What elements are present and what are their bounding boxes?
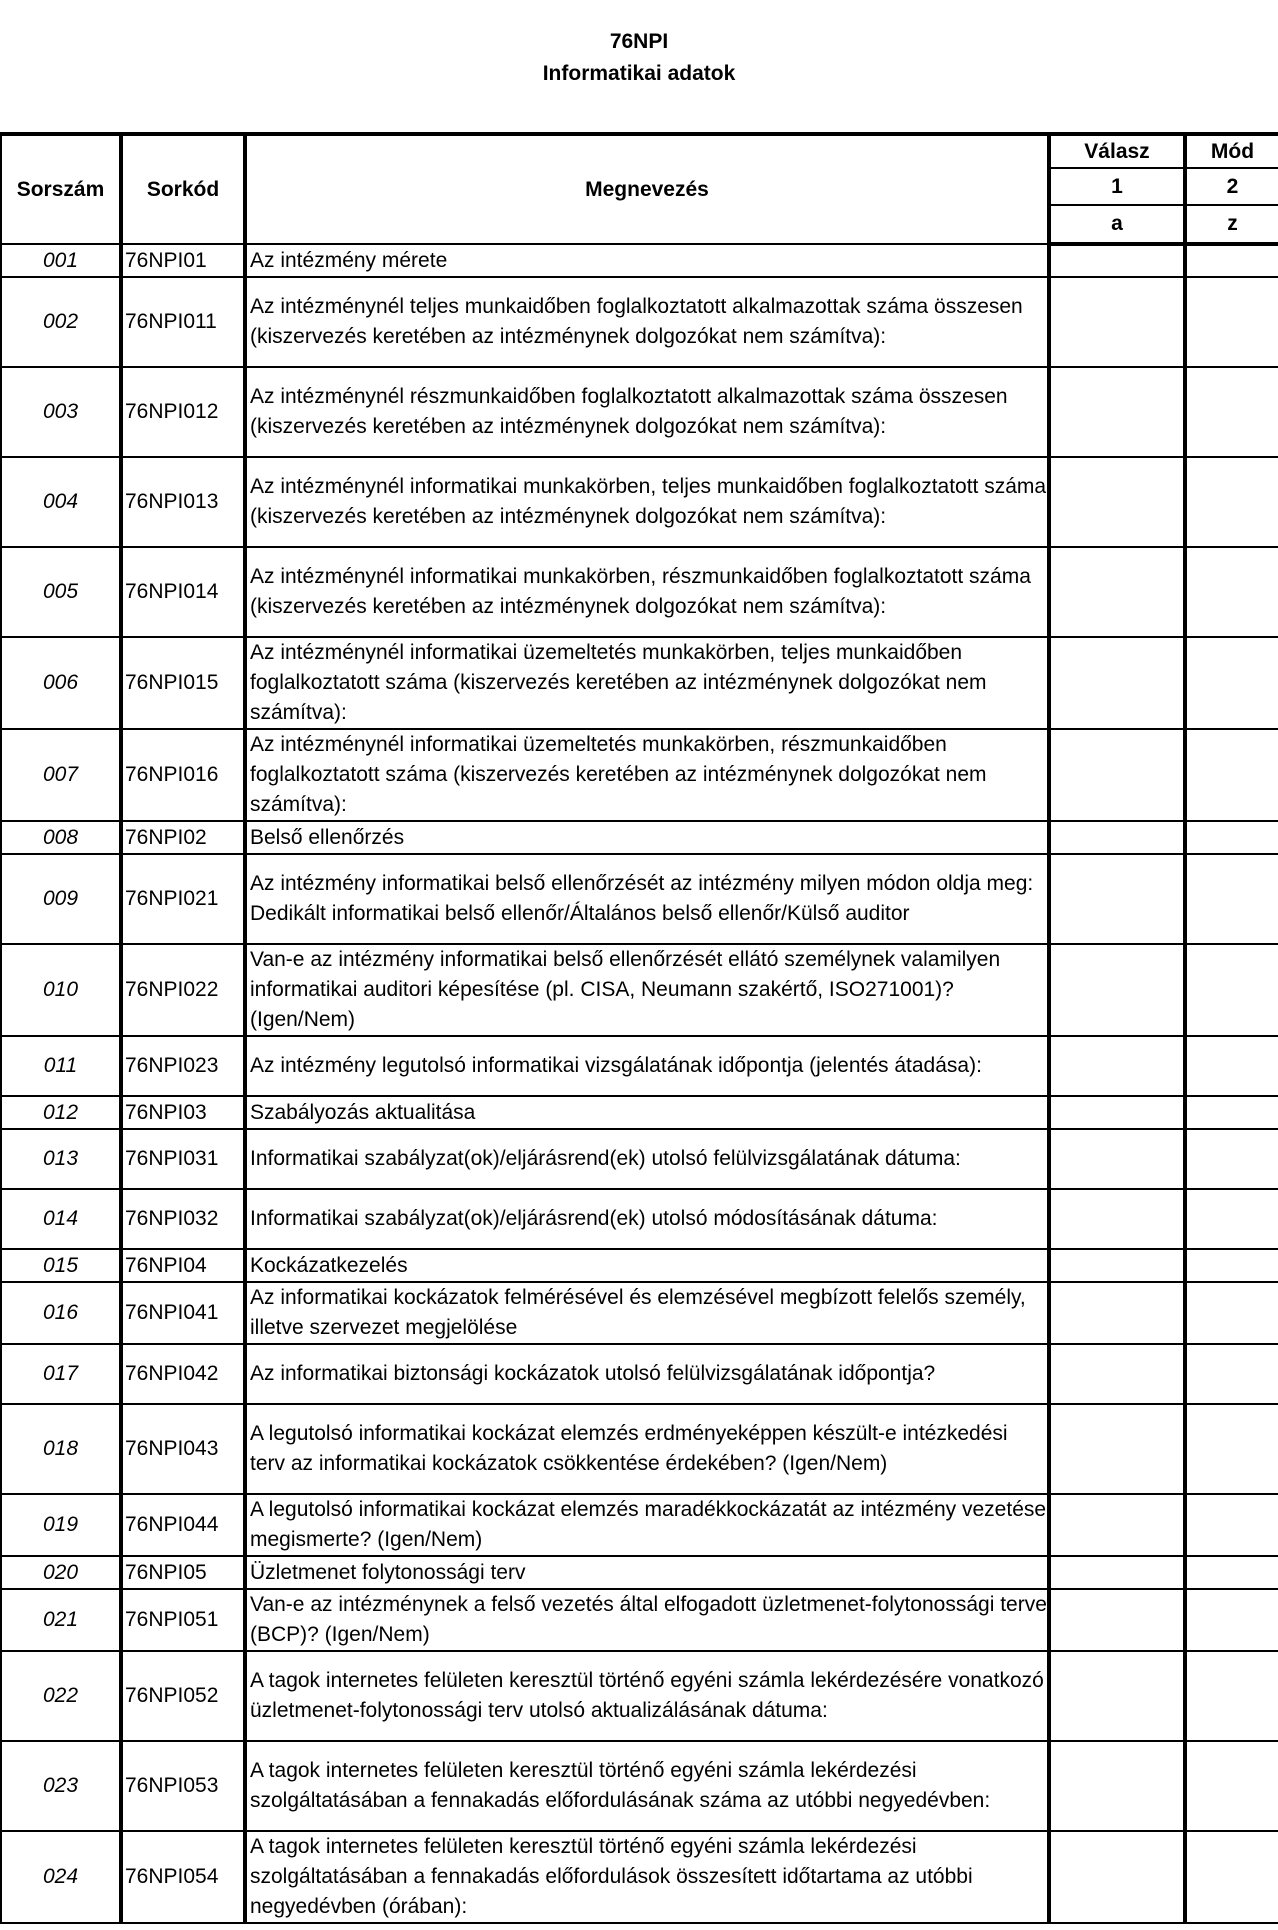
row-sorszam: 007 bbox=[1, 729, 121, 821]
row-megnevezes: Az intézménynél részmunkaidőben foglalkoztatott alkalmazottak száma összesen (kiszervezés keretében az intézménynek dolgozókat nem számítva): bbox=[245, 367, 1049, 457]
row-valasz-cell[interactable] bbox=[1049, 1651, 1185, 1741]
table-row bbox=[1, 854, 1278, 944]
row-sorszam: 022 bbox=[1, 1651, 121, 1741]
col-header-valasz-num: 1 bbox=[1049, 168, 1185, 205]
col-header-sorkod: Sorkód bbox=[121, 134, 245, 244]
form-code: 76NPI bbox=[609, 30, 669, 53]
col-header-sorszam: Sorszám bbox=[1, 134, 121, 244]
row-valasz-cell[interactable] bbox=[1049, 277, 1185, 367]
row-sorkod: 76NPI023 bbox=[121, 1036, 245, 1096]
row-megnevezes: Az intézménynél informatikai üzemeltetés munkakörben, részmunkaidőben foglalkoztatott száma (kiszervezés keretében az intézménynek dolgozókat nem számítva): bbox=[245, 729, 1049, 821]
row-valasz-cell[interactable] bbox=[1049, 637, 1185, 729]
row-sorkod: 76NPI041 bbox=[121, 1282, 245, 1344]
row-mod-cell[interactable] bbox=[1185, 1741, 1278, 1831]
row-sorszam: 002 bbox=[1, 277, 121, 367]
row-sorszam: 013 bbox=[1, 1129, 121, 1189]
row-megnevezes: Az intézmény legutolsó informatikai vizsgálatának időpontja (jelentés átadása): bbox=[245, 1036, 1049, 1096]
row-sorkod: 76NPI021 bbox=[121, 854, 245, 944]
row-valasz-cell[interactable] bbox=[1049, 821, 1185, 854]
row-sorszam: 016 bbox=[1, 1282, 121, 1344]
col-header-mod-letter: z bbox=[1185, 205, 1278, 244]
row-mod-cell[interactable] bbox=[1185, 1036, 1278, 1096]
row-sorkod: 76NPI054 bbox=[121, 1831, 245, 1923]
table-row bbox=[1, 547, 1278, 637]
row-megnevezes: Kockázatkezelés bbox=[245, 1249, 1049, 1282]
row-valasz-cell[interactable] bbox=[1049, 1344, 1185, 1404]
row-mod-cell[interactable] bbox=[1185, 277, 1278, 367]
row-valasz-cell[interactable] bbox=[1049, 244, 1185, 277]
row-mod-cell[interactable] bbox=[1185, 1831, 1278, 1923]
col-header-mod-num: 2 bbox=[1185, 168, 1278, 205]
row-megnevezes: Informatikai szabályzat(ok)/eljárásrend(ek) utolsó felülvizsgálatának dátuma: bbox=[245, 1129, 1049, 1189]
table-row bbox=[1, 1494, 1278, 1556]
col-header-valasz: Válasz bbox=[1049, 134, 1185, 168]
row-sorszam: 012 bbox=[1, 1096, 121, 1129]
table-row bbox=[1, 457, 1278, 547]
row-sorkod: 76NPI02 bbox=[121, 821, 245, 854]
row-sorkod: 76NPI053 bbox=[121, 1741, 245, 1831]
row-valasz-cell[interactable] bbox=[1049, 367, 1185, 457]
row-mod-cell[interactable] bbox=[1185, 729, 1278, 821]
row-megnevezes: Van-e az intézmény informatikai belső ellenőrzését ellátó személynek valamilyen informatikai auditori képesítése (pl. CISA, Neumann szakértő, ISO271001)? (Igen/Nem) bbox=[245, 944, 1049, 1036]
data-table bbox=[0, 132, 1278, 1924]
table-row bbox=[1, 1282, 1278, 1344]
row-sorszam: 019 bbox=[1, 1494, 121, 1556]
table-row bbox=[1, 1404, 1278, 1494]
table-row bbox=[1, 1741, 1278, 1831]
table-row bbox=[1, 367, 1278, 457]
row-sorkod: 76NPI043 bbox=[121, 1404, 245, 1494]
row-mod-cell[interactable] bbox=[1185, 244, 1278, 277]
row-sorszam: 001 bbox=[1, 244, 121, 277]
col-header-megnevezes: Megnevezés bbox=[245, 134, 1049, 244]
row-sorszam: 011 bbox=[1, 1036, 121, 1096]
row-sorkod: 76NPI022 bbox=[121, 944, 245, 1036]
table-row bbox=[1, 1831, 1278, 1923]
row-valasz-cell[interactable] bbox=[1049, 1282, 1185, 1344]
row-sorkod: 76NPI032 bbox=[121, 1189, 245, 1249]
row-mod-cell[interactable] bbox=[1185, 821, 1278, 854]
row-sorszam: 005 bbox=[1, 547, 121, 637]
row-sorszam: 014 bbox=[1, 1189, 121, 1249]
row-sorkod: 76NPI016 bbox=[121, 729, 245, 821]
row-megnevezes: Informatikai szabályzat(ok)/eljárásrend(ek) utolsó módosításának dátuma: bbox=[245, 1189, 1049, 1249]
table-row bbox=[1, 1556, 1278, 1589]
row-megnevezes: Üzletmenet folytonossági terv bbox=[245, 1556, 1049, 1589]
row-valasz-cell[interactable] bbox=[1049, 1404, 1185, 1494]
row-megnevezes: Az intézmény mérete bbox=[245, 244, 1049, 277]
row-valasz-cell[interactable] bbox=[1049, 1831, 1185, 1923]
table-row bbox=[1, 1344, 1278, 1404]
table-row bbox=[1, 1589, 1278, 1651]
row-megnevezes: Az intézménynél informatikai munkakörben, részmunkaidőben foglalkoztatott száma (kiszervezés keretében az intézménynek dolgozókat nem számítva): bbox=[245, 547, 1049, 637]
table-row bbox=[1, 821, 1278, 854]
row-megnevezes: Van-e az intézménynek a felső vezetés által elfogadott üzletmenet-folytonossági terve (BCP)? (Igen/Nem) bbox=[245, 1589, 1049, 1651]
row-sorszam: 024 bbox=[1, 1831, 121, 1923]
table-row bbox=[1, 944, 1278, 1036]
row-sorkod: 76NPI04 bbox=[121, 1249, 245, 1282]
row-mod-cell[interactable] bbox=[1185, 854, 1278, 944]
row-sorszam: 021 bbox=[1, 1589, 121, 1651]
row-megnevezes: A legutolsó informatikai kockázat elemzés erdményeképpen készült-e intézkedési terv az informatikai kockázatok csökkentése érdekében? (Igen/Nem) bbox=[245, 1404, 1049, 1494]
row-megnevezes: Szabályozás aktualitása bbox=[245, 1096, 1049, 1129]
row-valasz-cell[interactable] bbox=[1049, 457, 1185, 547]
row-megnevezes: A tagok internetes felületen keresztül történő egyéni számla lekérdezésére vonatkozó üzletmenet-folytonossági terv utolsó aktualizálásának dátuma: bbox=[245, 1651, 1049, 1741]
row-sorszam: 009 bbox=[1, 854, 121, 944]
row-sorkod: 76NPI03 bbox=[121, 1096, 245, 1129]
table-row bbox=[1, 244, 1278, 277]
row-valasz-cell[interactable] bbox=[1049, 729, 1185, 821]
row-sorkod: 76NPI042 bbox=[121, 1344, 245, 1404]
row-mod-cell[interactable] bbox=[1185, 1344, 1278, 1404]
row-sorszam: 003 bbox=[1, 367, 121, 457]
row-sorszam: 018 bbox=[1, 1404, 121, 1494]
col-header-mod: Mód bbox=[1185, 134, 1278, 168]
table-row bbox=[1, 1189, 1278, 1249]
table-row bbox=[1, 1096, 1278, 1129]
row-megnevezes: Az informatikai biztonsági kockázatok utolsó felülvizsgálatának időpontja? bbox=[245, 1344, 1049, 1404]
row-sorszam: 015 bbox=[1, 1249, 121, 1282]
row-sorkod: 76NPI031 bbox=[121, 1129, 245, 1189]
row-sorkod: 76NPI01 bbox=[121, 244, 245, 277]
row-sorkod: 76NPI013 bbox=[121, 457, 245, 547]
row-megnevezes: Az informatikai kockázatok felmérésével és elemzésével megbízott felelős személy, illetve szervezet megjelölése bbox=[245, 1282, 1049, 1344]
row-valasz-cell[interactable] bbox=[1049, 1129, 1185, 1189]
row-sorkod: 76NPI051 bbox=[121, 1589, 245, 1651]
row-valasz-cell[interactable] bbox=[1049, 547, 1185, 637]
row-sorszam: 020 bbox=[1, 1556, 121, 1589]
row-mod-cell[interactable] bbox=[1185, 1282, 1278, 1344]
row-mod-cell[interactable] bbox=[1185, 1556, 1278, 1589]
row-mod-cell[interactable] bbox=[1185, 1651, 1278, 1741]
row-sorszam: 006 bbox=[1, 637, 121, 729]
table-row bbox=[1, 1249, 1278, 1282]
row-valasz-cell[interactable] bbox=[1049, 1249, 1185, 1282]
table-body bbox=[1, 244, 1278, 1923]
row-sorkod: 76NPI012 bbox=[121, 367, 245, 457]
row-valasz-cell[interactable] bbox=[1049, 1589, 1185, 1651]
row-sorszam: 004 bbox=[1, 457, 121, 547]
row-valasz-cell[interactable] bbox=[1049, 1096, 1185, 1129]
row-mod-cell[interactable] bbox=[1185, 637, 1278, 729]
row-mod-cell[interactable] bbox=[1185, 1494, 1278, 1556]
row-mod-cell[interactable] bbox=[1185, 1129, 1278, 1189]
row-mod-cell[interactable] bbox=[1185, 1589, 1278, 1651]
row-sorkod: 76NPI044 bbox=[121, 1494, 245, 1556]
row-sorkod: 76NPI011 bbox=[121, 277, 245, 367]
table-row bbox=[1, 637, 1278, 729]
row-sorkod: 76NPI015 bbox=[121, 637, 245, 729]
row-sorszam: 023 bbox=[1, 1741, 121, 1831]
row-valasz-cell[interactable] bbox=[1049, 1036, 1185, 1096]
row-mod-cell[interactable] bbox=[1185, 1404, 1278, 1494]
row-megnevezes: Az intézménynél teljes munkaidőben foglalkoztatott alkalmazottak száma összesen (kiszervezés keretében az intézménynek dolgozókat nem számítva): bbox=[245, 277, 1049, 367]
row-mod-cell[interactable] bbox=[1185, 457, 1278, 547]
table-row bbox=[1, 1651, 1278, 1741]
table-row bbox=[1, 729, 1278, 821]
row-sorszam: 008 bbox=[1, 821, 121, 854]
row-valasz-cell[interactable] bbox=[1049, 1494, 1185, 1556]
table-row bbox=[1, 277, 1278, 367]
table-row bbox=[1, 1129, 1278, 1189]
row-sorkod: 76NPI052 bbox=[121, 1651, 245, 1741]
row-mod-cell[interactable] bbox=[1185, 547, 1278, 637]
row-mod-cell[interactable] bbox=[1185, 944, 1278, 1036]
row-valasz-cell[interactable] bbox=[1049, 1556, 1185, 1589]
row-valasz-cell[interactable] bbox=[1049, 854, 1185, 944]
row-megnevezes: A legutolsó informatikai kockázat elemzés maradékkockázatát az intézmény vezetése megismerte? (Igen/Nem) bbox=[245, 1494, 1049, 1556]
row-valasz-cell[interactable] bbox=[1049, 1189, 1185, 1249]
col-header-valasz-letter: a bbox=[1049, 205, 1185, 244]
row-sorkod: 76NPI014 bbox=[121, 547, 245, 637]
document-header bbox=[0, 26, 1278, 90]
row-sorszam: 017 bbox=[1, 1344, 121, 1404]
row-mod-cell[interactable] bbox=[1185, 1249, 1278, 1282]
row-megnevezes: Az intézmény informatikai belső ellenőrzését az intézmény milyen módon oldja meg: Dedikált informatikai belső ellenőr/Általános belső ellenőr/Külső auditor bbox=[245, 854, 1049, 944]
form-title: Informatikai adatok bbox=[542, 62, 736, 85]
row-mod-cell[interactable] bbox=[1185, 1096, 1278, 1129]
row-valasz-cell[interactable] bbox=[1049, 1741, 1185, 1831]
row-mod-cell[interactable] bbox=[1185, 1189, 1278, 1249]
row-sorszam: 010 bbox=[1, 944, 121, 1036]
row-mod-cell[interactable] bbox=[1185, 367, 1278, 457]
row-megnevezes: Az intézménynél informatikai munkakörben, teljes munkaidőben foglalkoztatott száma (kiszervezés keretében az intézménynek dolgozókat nem számítva): bbox=[245, 457, 1049, 547]
row-valasz-cell[interactable] bbox=[1049, 944, 1185, 1036]
table-row bbox=[1, 1036, 1278, 1096]
row-megnevezes: A tagok internetes felületen keresztül történő egyéni számla lekérdezési szolgáltatásában a fennakadás előfordulásának száma az utóbbi negyedévben: bbox=[245, 1741, 1049, 1831]
row-sorkod: 76NPI05 bbox=[121, 1556, 245, 1589]
row-megnevezes: Belső ellenőrzés bbox=[245, 821, 1049, 854]
row-megnevezes: Az intézménynél informatikai üzemeltetés munkakörben, teljes munkaidőben foglalkoztatott száma (kiszervezés keretében az intézménynek dolgozókat nem számítva): bbox=[245, 637, 1049, 729]
row-megnevezes: A tagok internetes felületen keresztül történő egyéni számla lekérdezési szolgáltatásában a fennakadás előfordulások összesített időtartama az utóbbi negyedévben (órában): bbox=[245, 1831, 1049, 1923]
